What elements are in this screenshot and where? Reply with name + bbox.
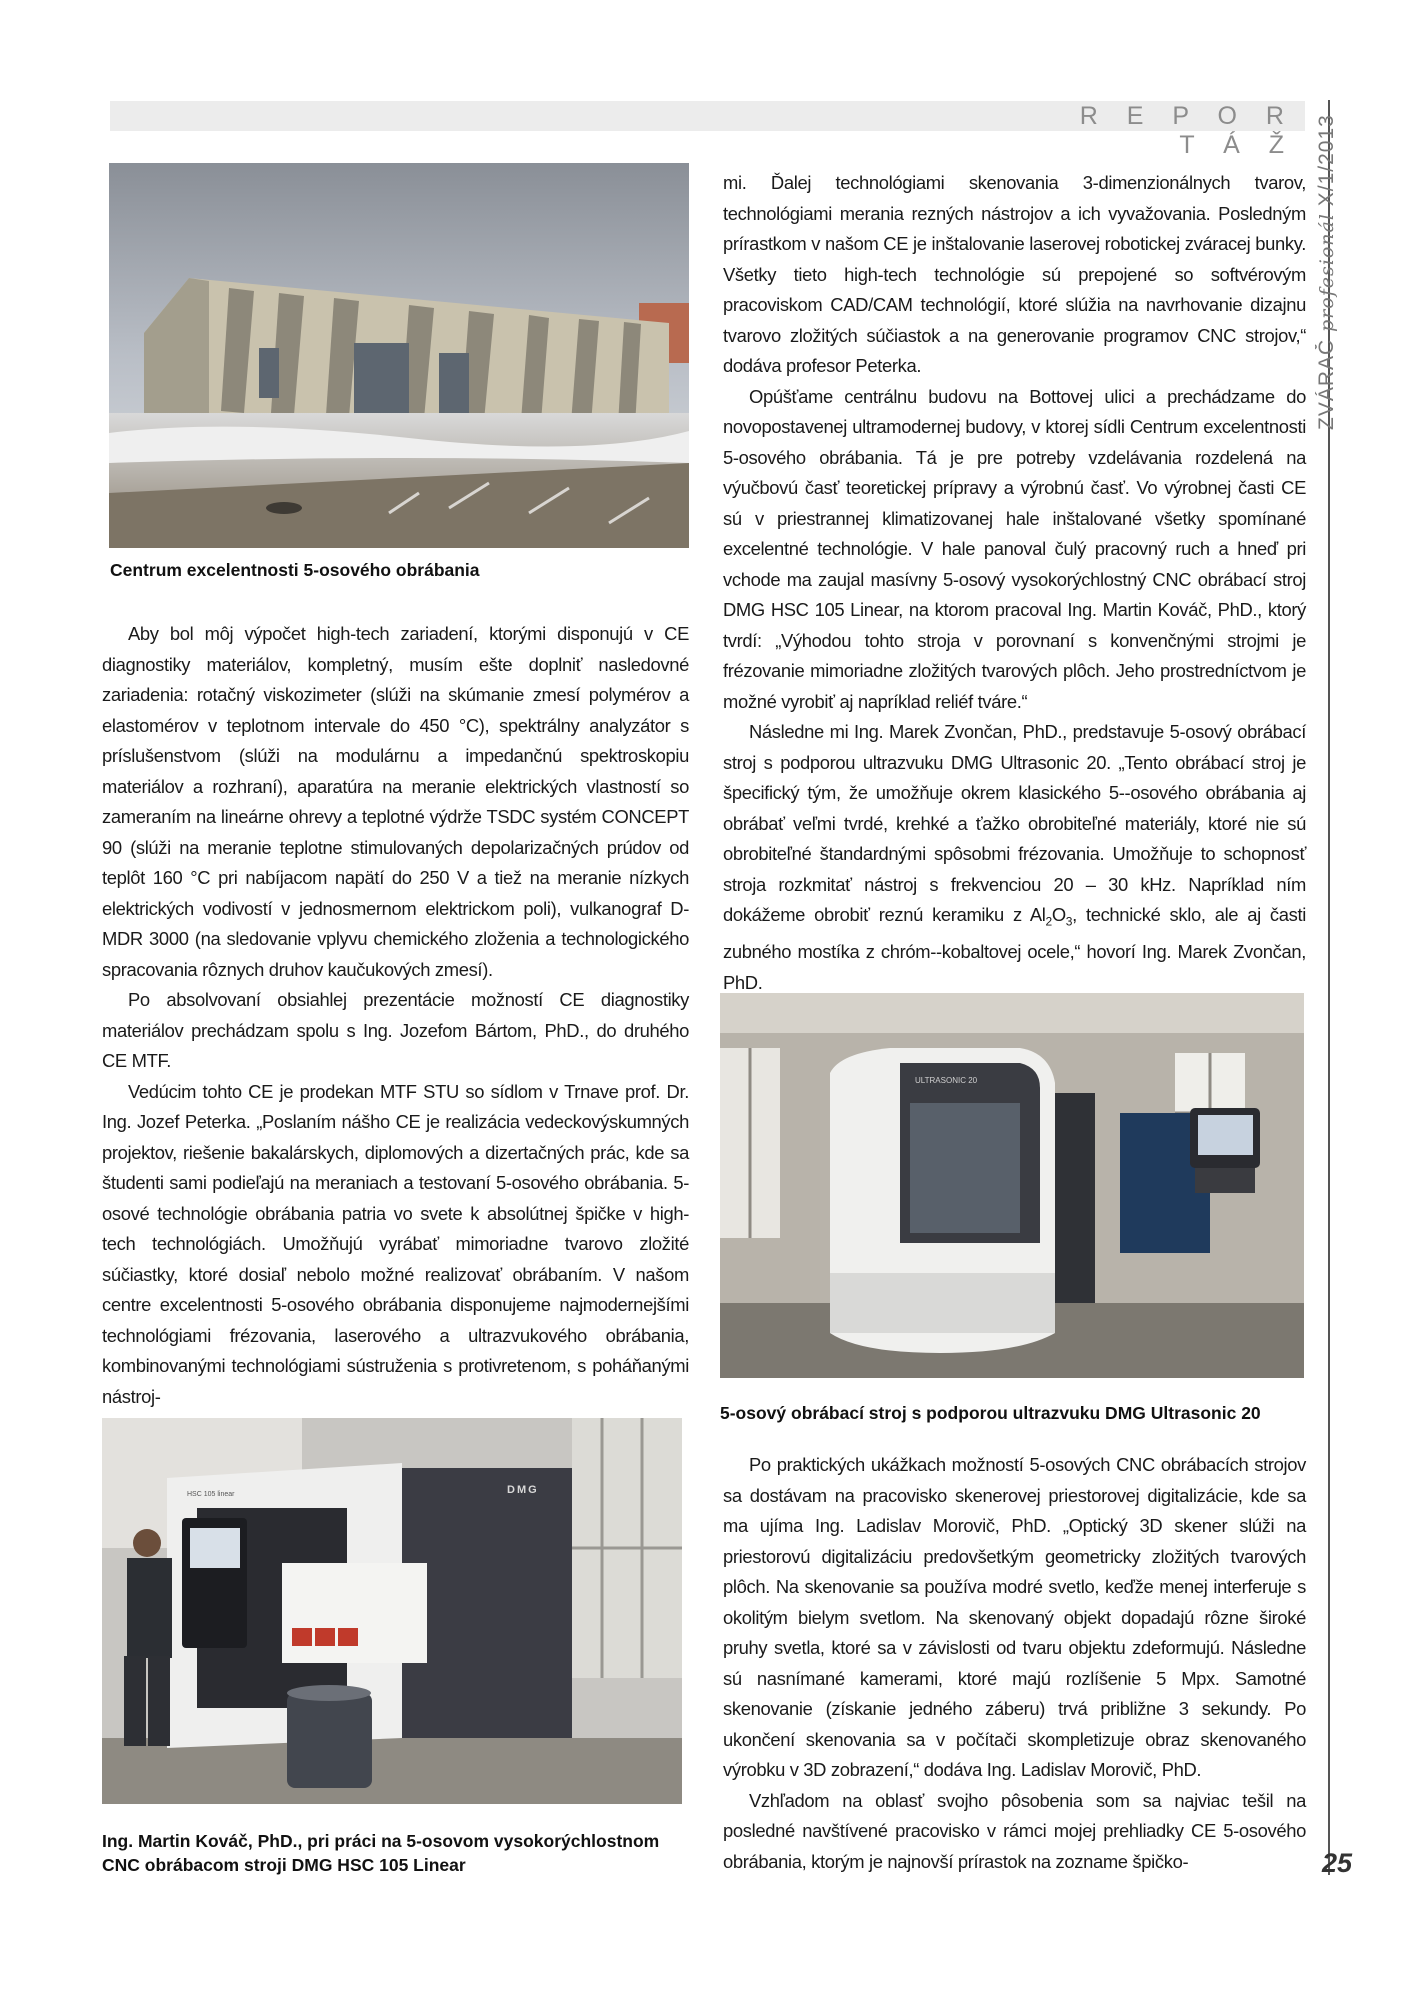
text-run: Následne mi Ing. Marek Zvončan, PhD., predstavuje 5-osový obrábací stroj s podporou ultrazvuku DMG Ultrasonic 20. „Tento obrábací stroj je špecifický tým, že umožňuje okrem klasického 5--osového obrábania aj obrábať veľmi tvrdé, krehké a ťažko obrobiteľné materiály, ktoré nie sú obrobiteľné štandardnými spôsobmi frézovania. Umožňuje to schopnosť stroja rozkmitať nástroj s frekvenciou 20 – 30 kHz. Napríklad ním dokážeme obrobiť reznú keramiku z Al — [723, 721, 1306, 925]
subscript: 2 — [1045, 914, 1052, 929]
text-run: O — [1051, 904, 1066, 925]
ultrasonic-machine-photo — [720, 993, 1304, 1378]
hsc-machine-photo — [102, 1418, 682, 1804]
machine-label: ULTRASONIC 20 — [915, 1076, 978, 1085]
paragraph: Vedúcim tohto CE je prodekan MTF STU so sídlom v Trnave prof. Dr. Ing. Jozef Peterka. „Poslaním nášho CE je realizácia vedeckovýskumných projektov, riešenie bakalárskych, diplomových a dizertačných prác, kde sa študenti sami podieľajú na meraniach a testovaní 5-osového obrábania. 5-osové technológie obrábania patria vo svete k absolútnej špičke v high-tech technológiách. Umožňujú vyrábať mimoriadne tvarovo zložité súčiastky, ktoré dosiaľ nebolo možné realizovať obrábaním. V našom centre excelentnosti 5-osového obrábania disponujeme najmodernejšími technológiami frézovania, laserového a ultrazvukového obrábania, kombinovanými technológiami sústruženia s protivretenom, s poháňanými nástroj- — [102, 1080, 689, 1407]
ultrasonic-machine-illustration — [720, 993, 1304, 1378]
left-column — [102, 619, 689, 1412]
page-number: 25 — [1322, 1848, 1353, 1878]
paragraph: Opúšťame centrálnu budovu na Bottovej ulici a prechádzame do novopostavenej ultramodernej budovy, v ktorej sídli Centrum excelentnosti 5-osového obrábania. Tá je pre potreby vzdelávania rozdelená na výučbovú časť teoretickej prípravy a výrobnú časť. Vo výrobnej časti CE sú v priestrannej klimatizovanej hale inštalované všetky spomínané excelentné technológie. V hale panoval čulý pracovný ruch a hneď pri vchode ma zaujal masívny 5-osový vysokorýchlostný CNC obrábací stroj DMG HSC 105 Linear, na ktorom pracoval Ing. Martin Kováč, PhD., ktorý tvrdí: „Výhodou tohto stroja v porovnaní s konvenčnými strojmi je frézovanie mimoriadne zložitých tvarových plôch. Jeho prostredníctvom je možné vyrobiť aj napríklad reliéf tváre.“ — [723, 385, 1306, 712]
section-label: R E P O R T Á Ž — [1079, 102, 1295, 159]
hsc-caption-line-2: CNC obrábacom stroji DMG HSC 105 Linear — [102, 1855, 466, 1875]
model-label: HSC 105 linear — [187, 1491, 235, 1498]
paragraph: Vzhľadom na oblasť svojho pôsobenia som sa najviac tešil na posledné navštívené pracovisko v rámci mojej prehliadky CE 5-osového obrábania, ktorým je najnovší prírastok na zozname špičko- — [723, 1789, 1306, 1872]
brand-label: DMG — [507, 1484, 539, 1496]
hsc-caption-line-1: Ing. Martin Kováč, PhD., pri práci na 5-osovom vysokorýchlostnom — [102, 1831, 660, 1851]
ultrasonic-caption: 5-osový obrábací stroj s podporou ultrazvuku DMG Ultrasonic 20 — [720, 1403, 1261, 1423]
journal-title: ZVÁRAČ — [1315, 338, 1338, 430]
hsc-caption — [102, 1829, 702, 1877]
journal-issue: X/1/2013 — [1315, 114, 1338, 207]
building-illustration — [109, 163, 689, 548]
journal-running-title — [1315, 100, 1345, 430]
subscript: 3 — [1065, 914, 1073, 929]
paragraph: mi. Ďalej technológiami skenovania 3-dimenzionálnych tvarov, technológiami merania rezných nástrojov a ich vyvažovania. Posledným prírastkom v našom CE je inštalovanie laserovej robotickej zváracej bunky. Všetky tieto high-tech technológie sú prepojené so softvérovým pracoviskom CAD/CAM technológií, ktoré slúžia na navrhovanie dizajnu tvarovo zložitých súčiastok a na generovanie programov CNC strojov,“ dodáva profesor Peterka. — [723, 172, 1306, 376]
right-column-bottom — [723, 1450, 1306, 1877]
building-photo — [109, 163, 689, 548]
text-run: , technické sklo, ale aj časti zubného mostíka z chróm--kobaltovej ocele,“ hovorí Ing. Marek Zvončan, PhD. — [723, 904, 1306, 993]
paragraph: Po absolvovaní obsiahlej prezentácie možností CE diagnostiky materiálov prechádzam spolu s Ing. Jozefom Bártom, PhD., do druhého CE MTF. — [102, 989, 689, 1071]
paragraph — [723, 717, 1306, 998]
journal-subtitle: profesionál — [1316, 213, 1338, 332]
right-column-top — [723, 168, 1306, 998]
hsc-machine-illustration — [102, 1418, 682, 1804]
paragraph: Aby bol môj výpočet high-tech zariadení, ktorými disponujú v CE diagnostiky materiálov, kompletný, musím ešte doplniť nasledovné zariadenia: rotačný viskozimeter (slúži na skúmanie zmesí polymérov a elastomérov v teplotnom intervale do 450 °C), spektrálny analyzátor s príslušenstvom (slúži na modulárnu a impedančnú spektroskopiu materiálov a rozhraní), aparatúra na meranie elektrických vlastností so zameraním na lineárne ohrevy a teplotné výdrže TSDC systém CONCEPT 90 (slúži na meranie teplotne stimulovaných depolarizačných prúdov od teplôt 160 °C pri nabíjacom napätí do 250 V a tiež na meranie nízkych elektrických vodivostí v jednosmernom elektrickom poli), vulkanograf D-MDR 3000 (na sledovanie vplyvu chemického zloženia a technologického spracovania rôznych druhov kaučukových zmesí). — [102, 623, 689, 980]
paragraph: Po praktických ukážkach možností 5-osových CNC obrábacích strojov sa dostávam na pracovisko skenerovej priestorovej digitalizácie, kde sa ma ujíma Ing. Ladislav Morovič, PhD. „Optický 3D skener slúži na priestorovú digitalizáciu predovšetkým geometricky zložitých tvarových plôch. Na skenovanie sa používa modré svetlo, keďže menej interferuje s okolitým bielym svetlom. Na skenovaný objekt dopadajú rôzne široké pruhy svetla, ktoré sa v závislosti od tvaru objektu zdeformujú. Následne sú nasnímané kamerami, ktoré majú rozlíšenie 5 Mpx. Samotné skenovanie (získanie jedného záberu) trvá približne 3 sekundy. Po ukončení skenovania sa v počítači skompletizuje obraz skenovaného výrobku v 3D zobrazení,“ dodáva Ing. Ladislav Morovič, PhD. — [723, 1454, 1306, 1780]
building-caption: Centrum excelentnosti 5-osového obrábania — [110, 560, 480, 580]
